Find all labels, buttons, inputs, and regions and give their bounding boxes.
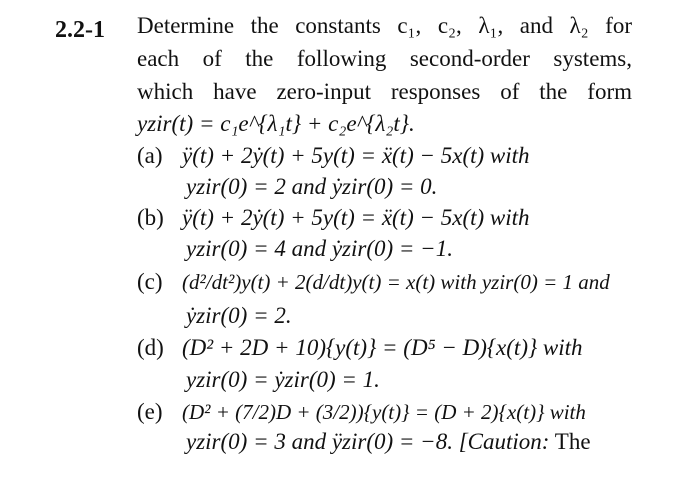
part-c-equation: (d²/dt²)y(t) + 2(d/dt)y(t) = x(t) with yzir(0) = 1 and [182, 270, 610, 294]
part-a-equation: ÿ(t) + 2ẏ(t) + 5y(t) = ẍ(t) − 5x(t) with [182, 143, 530, 168]
part-e [137, 398, 632, 426]
part-a [137, 142, 632, 170]
part-a-label: (a) [137, 143, 163, 168]
part-e-label: (e) [137, 399, 163, 424]
part-d-equation: (D² + 2D + 10){y(t)} = (D⁵ − D){x(t)} with [182, 335, 583, 360]
part-b-conditions: yzir(0) = 4 and ẏzir(0) = −1. [186, 236, 453, 261]
part-e-conditions-line [186, 428, 633, 456]
caution-text: The [554, 429, 591, 454]
part-a-conditions: yzir(0) = 2 and ẏzir(0) = 0. [186, 174, 438, 199]
part-b [137, 204, 632, 232]
caution-label: [Caution: [458, 429, 550, 454]
part-e-equation: (D² + (7/2)D + (3/2)){y(t)} = (D + 2){x(t)} with [182, 400, 586, 424]
intro-line-4-formula: yzir(t) = c₁e^{λ₁t} + c₂e^{λ₂t}. [137, 111, 415, 136]
part-c-label: (c) [137, 269, 163, 294]
part-d-label: (d) [137, 335, 164, 360]
intro-line-1: Determine the constants c₁, c₂, λ₁, and λ₂ for [137, 13, 632, 38]
intro-line-3: which have zero-input responses of the form [137, 79, 632, 104]
part-d [137, 334, 632, 362]
part-e-conditions: yzir(0) = 3 and ÿzir(0) = −8. [186, 429, 453, 454]
problem-number: 2.2-1 [55, 17, 105, 43]
part-c [137, 268, 632, 296]
part-b-label: (b) [137, 205, 164, 230]
part-b-equation: ÿ(t) + 2ẏ(t) + 5y(t) = ẍ(t) − 5x(t) with [182, 205, 530, 230]
part-c-conditions: ẏzir(0) = 2. [186, 303, 292, 328]
intro-line-2: each of the following second-order systems, [137, 46, 632, 71]
part-d-conditions: yzir(0) = ẏzir(0) = 1. [186, 367, 380, 392]
